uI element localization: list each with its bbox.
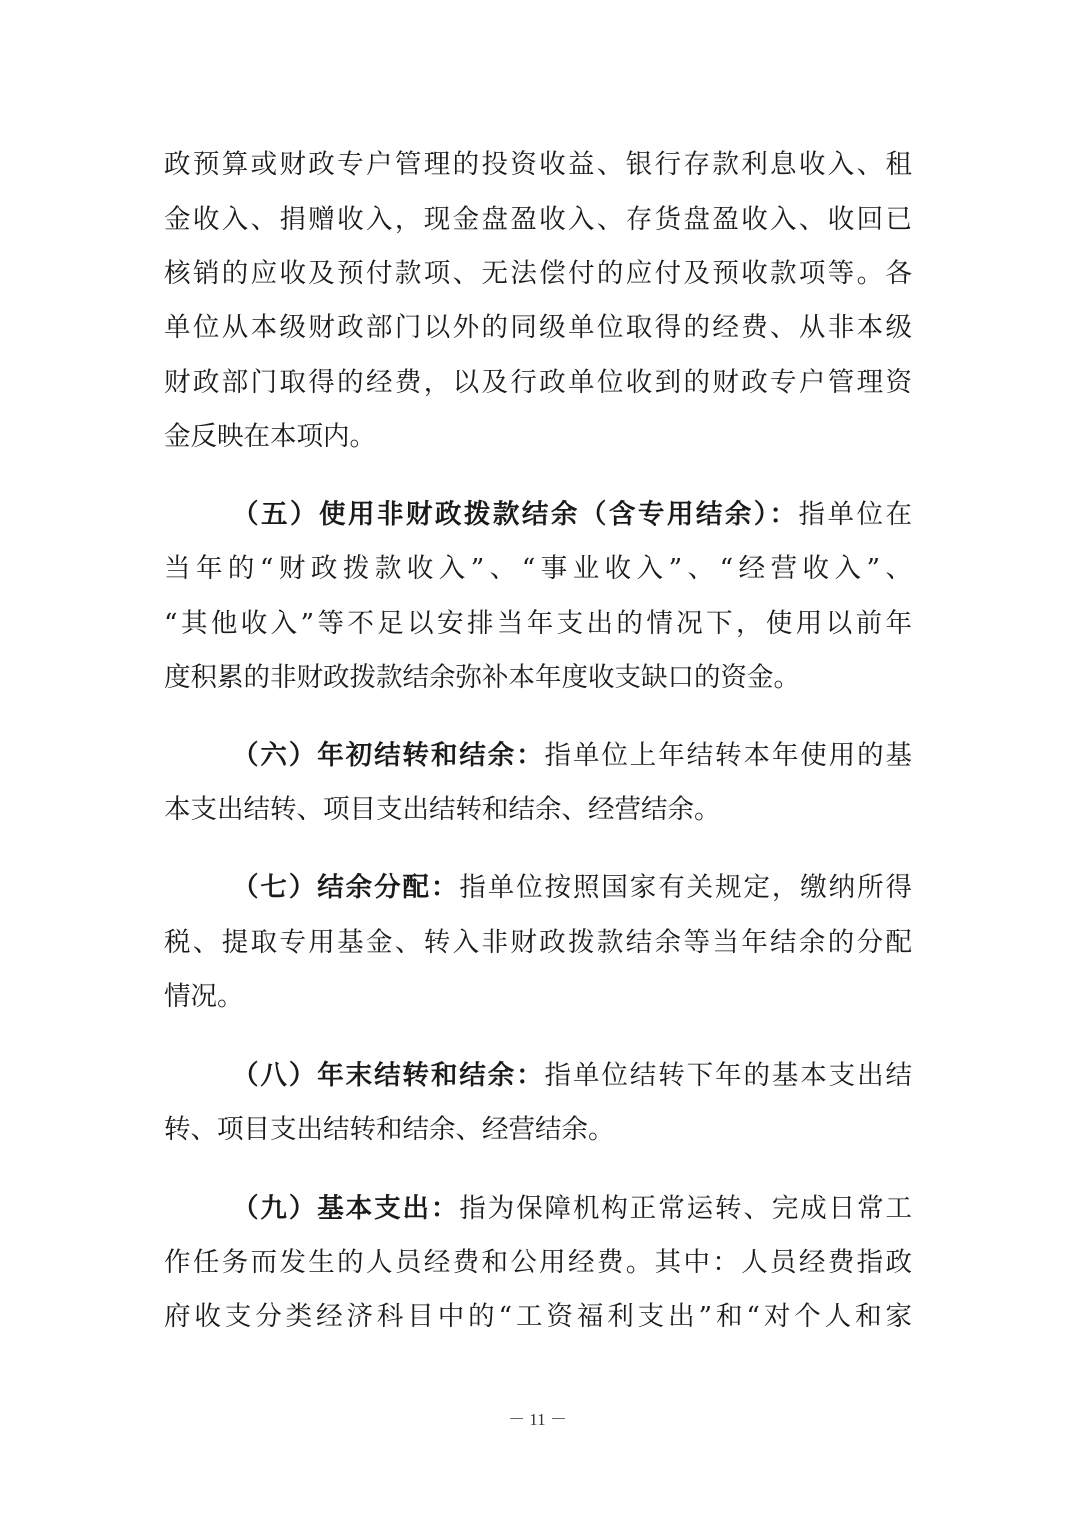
section-heading: （七）结余分配： [232,872,460,903]
body-text-line: 单位从本级财政部门以外的同级单位取得的经费、从非本级 [164,312,912,343]
section-text: 指单位在 [798,499,913,530]
section-first-line [232,495,912,535]
section-text: 指为保障机构正常运转、完成日常工 [459,1193,913,1224]
section-text: 指单位上年结转本年使用的基 [544,740,913,771]
page-number: － 11 － [508,1410,567,1429]
section-heading: （八）年末结转和结余： [232,1060,545,1091]
section-first-line [232,1189,912,1229]
section-text: 指单位按照国家有关规定，缴纳所得 [459,872,913,903]
body-text-line: 度积累的非财政拨款结余弥补本年度收支缺口的资金。 [164,662,800,693]
body-text-line: 情况。 [164,981,244,1012]
body-text-line: 核销的应收及预付款项、无法偿付的应付及预收款项等。各 [164,258,912,289]
body-text-line: 作任务而发生的人员经费和公用经费。其中：人员经费指政 [164,1247,912,1278]
section-first-line [232,1056,912,1096]
body-text-line: 税、提取专用基金、转入非财政拨款结余等当年结余的分配 [164,927,912,958]
section-heading: （九）基本支出： [232,1193,460,1224]
body-text-line: 金收入、捐赠收入，现金盘盈收入、存货盘盈收入、收回已 [164,204,912,235]
body-text-line: 府收支分类经济科目中的“工资福利支出”和“对个人和家 [164,1301,912,1332]
section-heading: （六）年初结转和结余： [232,740,545,771]
section-heading: （五）使用非财政拨款结余（含专用结余）： [232,499,799,530]
body-text-line: “其他收入”等不足以安排当年支出的情况下，使用以前年 [164,608,912,639]
section-first-line [232,736,912,776]
body-text-line: 转、项目支出结转和结余、经营结余。 [164,1114,615,1145]
body-text-line: 当年的“财政拨款收入”、“事业收入”、“经营收入”、 [164,553,912,584]
body-text-line: 政预算或财政专户管理的投资收益、银行存款利息收入、租 [164,149,912,180]
section-first-line [232,868,912,908]
section-text: 指单位结转下年的基本支出结 [544,1060,913,1091]
body-text-line: 财政部门取得的经费，以及行政单位收到的财政专户管理资 [164,367,912,398]
body-text-line: 金反映在本项内。 [164,421,376,452]
body-text-line: 本支出结转、项目支出结转和结余、经营结余。 [164,794,721,825]
